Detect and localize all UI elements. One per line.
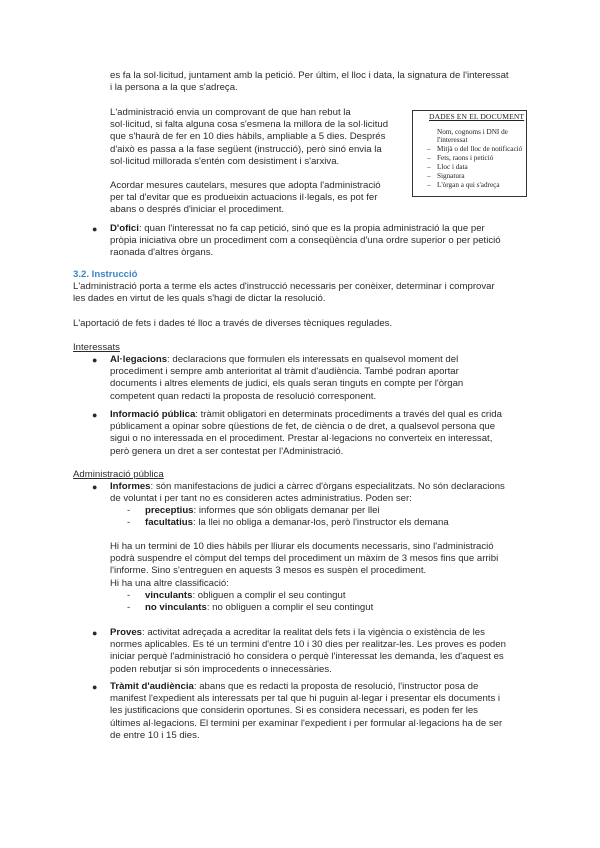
bullet-icon: ● [92, 682, 98, 692]
box-item: Signatura [437, 172, 465, 180]
document-data-box: DADES EN EL DOCUMENT Nom, cognoms i DNI de l'interessat – Mitjà o del lloc de notificació – Fets, raons i petició – Lloc i data – Signatura – L'òrgan a qui s'adreça [412, 110, 527, 197]
intro-paragraph-1 [110, 107, 410, 168]
text-line: raonada d'altres òrgans. [110, 247, 214, 259]
text-line: de entre 10 i 15 dies. [110, 729, 200, 741]
text-line: pròpia iniciativa obre un procediment com a conseqüència d'una ordre superior o per petició [110, 235, 501, 247]
box-item: l'interessat [437, 136, 468, 144]
informacio-publica-item [110, 409, 530, 458]
intro-paragraph-2 [110, 180, 410, 217]
text-line: documents i altres elements de judici, els quals seran tinguts en compte per l'òrgan [110, 378, 464, 390]
dash-icon: - [127, 505, 131, 516]
proves-item [110, 627, 530, 676]
text-line: públicament a opinar sobre qüestions de fet, de ciència o de dret, a qualsevol persona que [110, 421, 496, 433]
sub-item-preceptius: preceptius: informes que són obligats demanar per llei [145, 505, 380, 516]
subheading-interessats: Interessats [73, 342, 120, 353]
text-line: L'administració envia un comprovant de que han rebut la [110, 107, 351, 118]
allegacions-label: Al·legacions [110, 354, 168, 365]
text-line: sigui o no interessada en el procediment. Prestar al·legacions no converteix en interessat, [110, 433, 493, 445]
sub-item-vinculants: vinculants: obliguen a complir el seu contingut [145, 590, 346, 601]
audiencia-text: : abans que es redacti la proposta de resolució, l'instructor posa de [193, 681, 479, 692]
text-line: poden rebutjar si són improcedents o innecessàries. [110, 663, 332, 675]
proves-text: : activitat adreçada a acreditar la realitat dels fets i la vigència o existència de les [142, 627, 485, 638]
audiencia-label: Tràmit d'audiència [110, 681, 194, 692]
informacio-label: Informació pública [110, 409, 196, 420]
dash-icon: - [127, 590, 131, 601]
text-line: Hi ha una altre classificació: [110, 577, 229, 589]
sub-item-no-vinculants: no vinculants: no obliguen a complir el seu contingut [145, 602, 374, 613]
box-item: Lloc i data [437, 163, 468, 171]
bullet-icon: ● [92, 628, 98, 638]
aportacio-paragraph: L'aportació de fets i dades té lloc a través de diverses tècniques regulades. [73, 318, 393, 329]
audiencia-item [110, 681, 530, 742]
informes-text: : són manifestacions de judici a càrrec d'òrgans especialitzats. No són declaracions [150, 481, 505, 492]
informes-label: Informes [110, 481, 151, 492]
ofici-text: : quan l'interessat no fa cap petició, sinó que es la propia administració la que per [138, 223, 485, 234]
box-item: Mitjà o del lloc de notificació [437, 145, 523, 153]
intro-continuation: es fa la sol·licitud, juntament amb la petició. Per últim, el lloc i data, la signatura de l'interessat i la persona a la que s'adreça. [110, 70, 509, 94]
text-line: últimes al·legacions. El termini per examinar l'expedient i per formular al·legacions ha de ser [110, 717, 503, 729]
text-line: abans o després d'iniciar el procediment. [110, 204, 285, 216]
text-line: per tal d'evitar que es produeixin actuacions il·legals, es pot fer [110, 192, 378, 204]
bullet-icon: ● [92, 482, 98, 492]
box-title: DADES EN EL DOCUMENT [429, 112, 525, 121]
text-line: iniciar perquè l'administració ho considera o perquè l'interessat les demanda, les d'aquest es [110, 651, 504, 663]
text-line: les dades en virtut de les quals s'hagi de dictar la resolució. [73, 293, 326, 305]
text-line: però genera un dret a ser contestat per l'Administració. [110, 445, 344, 457]
text-line: competent quan redacti la proposta de resolució corresponent. [110, 390, 377, 402]
sub-item-facultatius: facultatius: la llei no obliga a demanar-los, però l'instructor els demana [145, 517, 449, 528]
box-item: Fets, raons i petició [437, 154, 494, 162]
ofici-label: D'ofici [110, 223, 139, 234]
text-line: l'informe. Sino s'entreguen en aquests 3 mesos es suspèn el procediment. [110, 565, 427, 577]
bullet-icon: ● [92, 224, 98, 234]
section-heading-instruccio: 3.2. Instrucció [73, 269, 138, 280]
text-line: d'això es passa a la fase següent (instrucció), però sinó envia la [110, 143, 382, 155]
allegacions-item [110, 354, 530, 403]
text-line: manifest l'expedient als interessats per tal que hi puguin al·legar i presentar els documents i [110, 693, 501, 705]
informes-termini-paragraph [110, 541, 530, 590]
bullet-icon: ● [92, 410, 98, 420]
text-line: sol·licitud millorada s'entén com desistiment i s'arxiva. [110, 155, 340, 167]
text-line: Hi ha un termini de 10 dies hàbils per lliurar els documents necessaris, sino l'administració [110, 541, 494, 552]
text-line: L'administració porta a terme els actes d'instrucció necessaris per conèixer, determinar i comprovar [73, 281, 495, 292]
subheading-administracio: Administració pública [73, 469, 164, 480]
text-line: les justificacions que considerin oportunes. Si es considera necessari, es poden fer les [110, 705, 478, 717]
text-line: normes aplicables. Es té un termini d'entre 10 i 30 dies per realitzar-les. Les proves es poden [110, 639, 506, 651]
proves-label: Proves [110, 627, 142, 638]
ofici-item [110, 223, 530, 260]
box-item: Nom, cognoms i DNI de [437, 128, 508, 136]
instruccio-paragraph [73, 281, 533, 305]
text-line: Acordar mesures cautelars, mesures que adopta l'administració [110, 180, 381, 191]
dash-icon: - [127, 602, 131, 613]
box-item: L'òrgan a qui s'adreça [437, 181, 500, 189]
text-line: de voluntat i per tant no es consideren actes administratius. Poden ser: [110, 493, 412, 505]
text-line: que s'haurà de fer en 10 dies hàbils, ampliable a 5 dies. Després [110, 131, 386, 143]
text-line: procediment i sempre amb anterioritat al tràmit d'audiència. També podran aportar [110, 366, 459, 378]
informes-item [110, 481, 530, 505]
text-line: podrà suspendre el còmput del temps del procediment un màxim de 3 mesos fins que arribi [110, 553, 499, 565]
text-line: sol·licitud, si falta alguna cosa s'esmena la millora de la sol·licitud [110, 119, 389, 131]
allegacions-text: : declaracions que formulen els interessats en qualsevol moment del [167, 354, 459, 365]
bullet-icon: ● [92, 355, 98, 365]
informacio-text: : tràmit obligatori en determinats procediments a través del qual es crida [195, 409, 502, 420]
dash-icon: - [127, 517, 131, 528]
